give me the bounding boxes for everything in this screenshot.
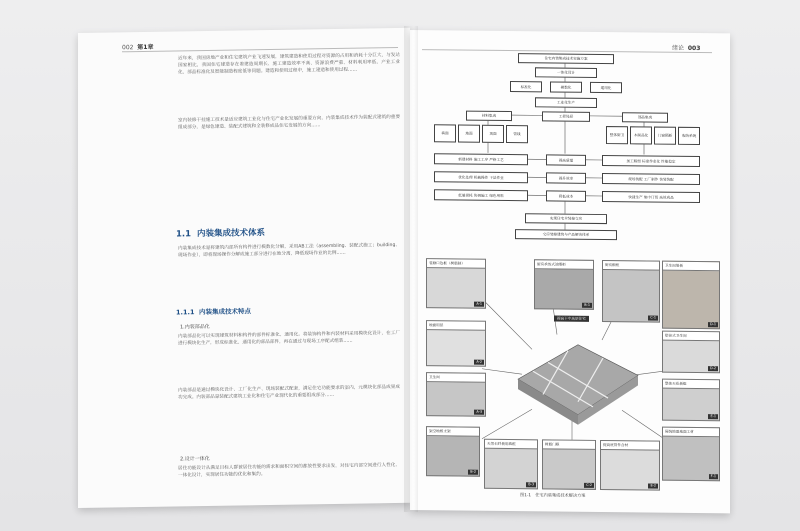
flow-engineering: 工程选择 <box>542 111 590 122</box>
flow-modular: 模数化 <box>550 81 582 92</box>
intro-paragraph-2: 室内装修干挂施工技术是适应建筑工业化与住宅产业化发展的重要方向，内装集成技术作为装配式建筑的重要组成部分，是绿色建造、装配式建筑和全装修成品住宅发展的方向…… <box>178 114 400 131</box>
flow-quality: 提高质量 <box>546 154 586 165</box>
flow-left-row-b: 优化处理 机械操作 干法作业 <box>434 171 528 183</box>
subsection-number: 1.1.1 <box>176 308 195 317</box>
photo-b1: 厨房承放式油烟柜 B-1 <box>534 259 594 310</box>
left-page-number: 002 <box>122 44 134 52</box>
flow-bottom-2: 交房装修建筑与产品解决体系 <box>515 229 617 240</box>
flow-right-row-c: 快捷生产 集中订货 高效成品 <box>602 191 700 203</box>
flow-top: 住宅内装集成技术实施方案 <box>518 53 614 64</box>
left-chapter-label: 第1章 <box>137 43 154 52</box>
flow-storage: 收纳系统 <box>678 127 700 145</box>
point-1-text: 内装部品化可以实现建筑材料和构件的部件标准化、通用化。将装饰构件和内装材料采用模块化设计，在工厂进行模块化生产，形成标准化、通用化的部品部件，再在通过与现场工序配式组装…… <box>178 330 400 347</box>
point-1-title: 1.内装部品化 <box>180 323 210 331</box>
flow-universal: 通用化 <box>590 82 622 93</box>
flow-left-row-a: 新建材料 施工工序 严格工艺 <box>434 153 528 165</box>
flow-left-row-c: 低量损耗 协调施工 绿色用料 <box>434 189 528 201</box>
section-number: 1.1 <box>176 229 192 240</box>
flow-efficiency: 提升效率 <box>546 172 586 183</box>
flow-wood: 木制品化 <box>630 126 652 144</box>
flow-material-group: 材料集成 <box>466 111 512 121</box>
flow-right-row-b: 现场装配 工厂制作 快装装配 <box>602 173 700 185</box>
left-header-rule <box>122 47 398 52</box>
photo-c2: 树脂门框 C-2 <box>542 439 596 490</box>
photo-f1: 硬装地面地面工材 F-1 <box>662 427 720 482</box>
center-label: 提高干中高层住宅 <box>554 316 589 322</box>
flow-parts-group: 部品集成 <box>622 112 668 122</box>
flow-bottom-1: 实现住宅全装修交房 <box>525 213 607 224</box>
photo-figure <box>422 258 722 499</box>
right-page-number: 003 <box>687 44 701 53</box>
book-spine-shadow <box>404 26 418 512</box>
left-page <box>78 28 410 508</box>
right-page <box>410 30 730 513</box>
flow-kitchen-bath: 整体厨卫 <box>606 126 628 144</box>
point-1-text-2: 内装部品是通过模块化设计、工厂化生产、现场装配式配套，满足住宅功能要求的室内，元模块化部品成果成功完成。内装部品是装配式建筑工业化和住宅产业现代化的重要组成部分…… <box>178 384 400 401</box>
flow-design: 一体化设计 <box>535 67 597 78</box>
flow-production: 工业化生产 <box>535 97 597 108</box>
flow-right-row-a: 加工精细 标准作业化 性能稳定 <box>602 155 700 167</box>
photo-b3: 天然石纤板用墙框 B-3 <box>484 439 538 490</box>
right-chapter-title: 绪论 <box>672 44 685 52</box>
photo-d1: 卫生间墙板 D-1 <box>662 261 720 330</box>
photo-a1: 装修口边框（树脂制） A-1 <box>426 258 486 309</box>
subsection-heading <box>176 306 251 316</box>
flow-standard: 标准化 <box>510 81 542 92</box>
section-title: 内装集成技术体系 <box>196 228 265 240</box>
photo-c1: 厨房橱柜 C-1 <box>602 260 660 323</box>
isometric-floorplan <box>508 319 643 430</box>
photo-b2: 架空地板支架 B-2 <box>426 426 480 477</box>
flow-pipes: 管线 <box>506 125 528 143</box>
photo-e2: 提高底管件合材 E-2 <box>600 440 660 491</box>
isometric-floorplan-drawing <box>508 319 643 430</box>
flow-doors: 门窗隔断 <box>654 127 676 145</box>
flowchart <box>430 52 700 260</box>
point-2-text: 居住功能设计从满足目标人群被居住功能的需求和面积空间的都放性要求出发，对住宅内部空间进行人性化、一体化设计，实现居住功能的优化和集约。 <box>178 462 400 479</box>
flow-wall: 墙面 <box>434 124 456 142</box>
section-paragraph: 内装集成技术是将建筑内部所有构件进行模数化分解，采用AB工法（assembling、装配式施工；building、现场作业），即将现场操作分解成施工部分进行在地分离，降低现场作业的比例…… <box>178 242 400 259</box>
intro-paragraph-1: 近年来，我国房地产业和住宅建筑产业飞速发展，建筑建造和使用过程对资源的占用和消耗十分巨大，与发达国家相比，我国住宅建造存在着建造周期长、施工建造效率不高、资源浪费严重、材料利用率低、产业工业化、部品标准化及智能制造程度低等问题。建造和使用过程中，施工建造和使用过程…… <box>178 52 400 76</box>
right-page-header <box>672 43 700 52</box>
photo-a3: 卫生间 A-3 <box>426 372 486 417</box>
photo-a2: 地面用层 A-2 <box>426 320 486 367</box>
section-heading <box>176 226 265 239</box>
photo-d2: 壁挂式卫生间 D-2 <box>662 331 720 374</box>
flow-cost: 降低成本 <box>546 190 586 201</box>
flow-ceiling: 顶面 <box>482 125 504 143</box>
point-2-title: 2.设计一体化 <box>180 455 210 463</box>
flow-floor: 地面 <box>458 125 480 143</box>
subsection-title: 内装集成技术特点 <box>199 307 252 317</box>
figure-caption: 图1-1 住宅内装集成技术解决方案 <box>520 492 586 498</box>
photo-e1: 整体天花板组 E-1 <box>662 379 720 422</box>
